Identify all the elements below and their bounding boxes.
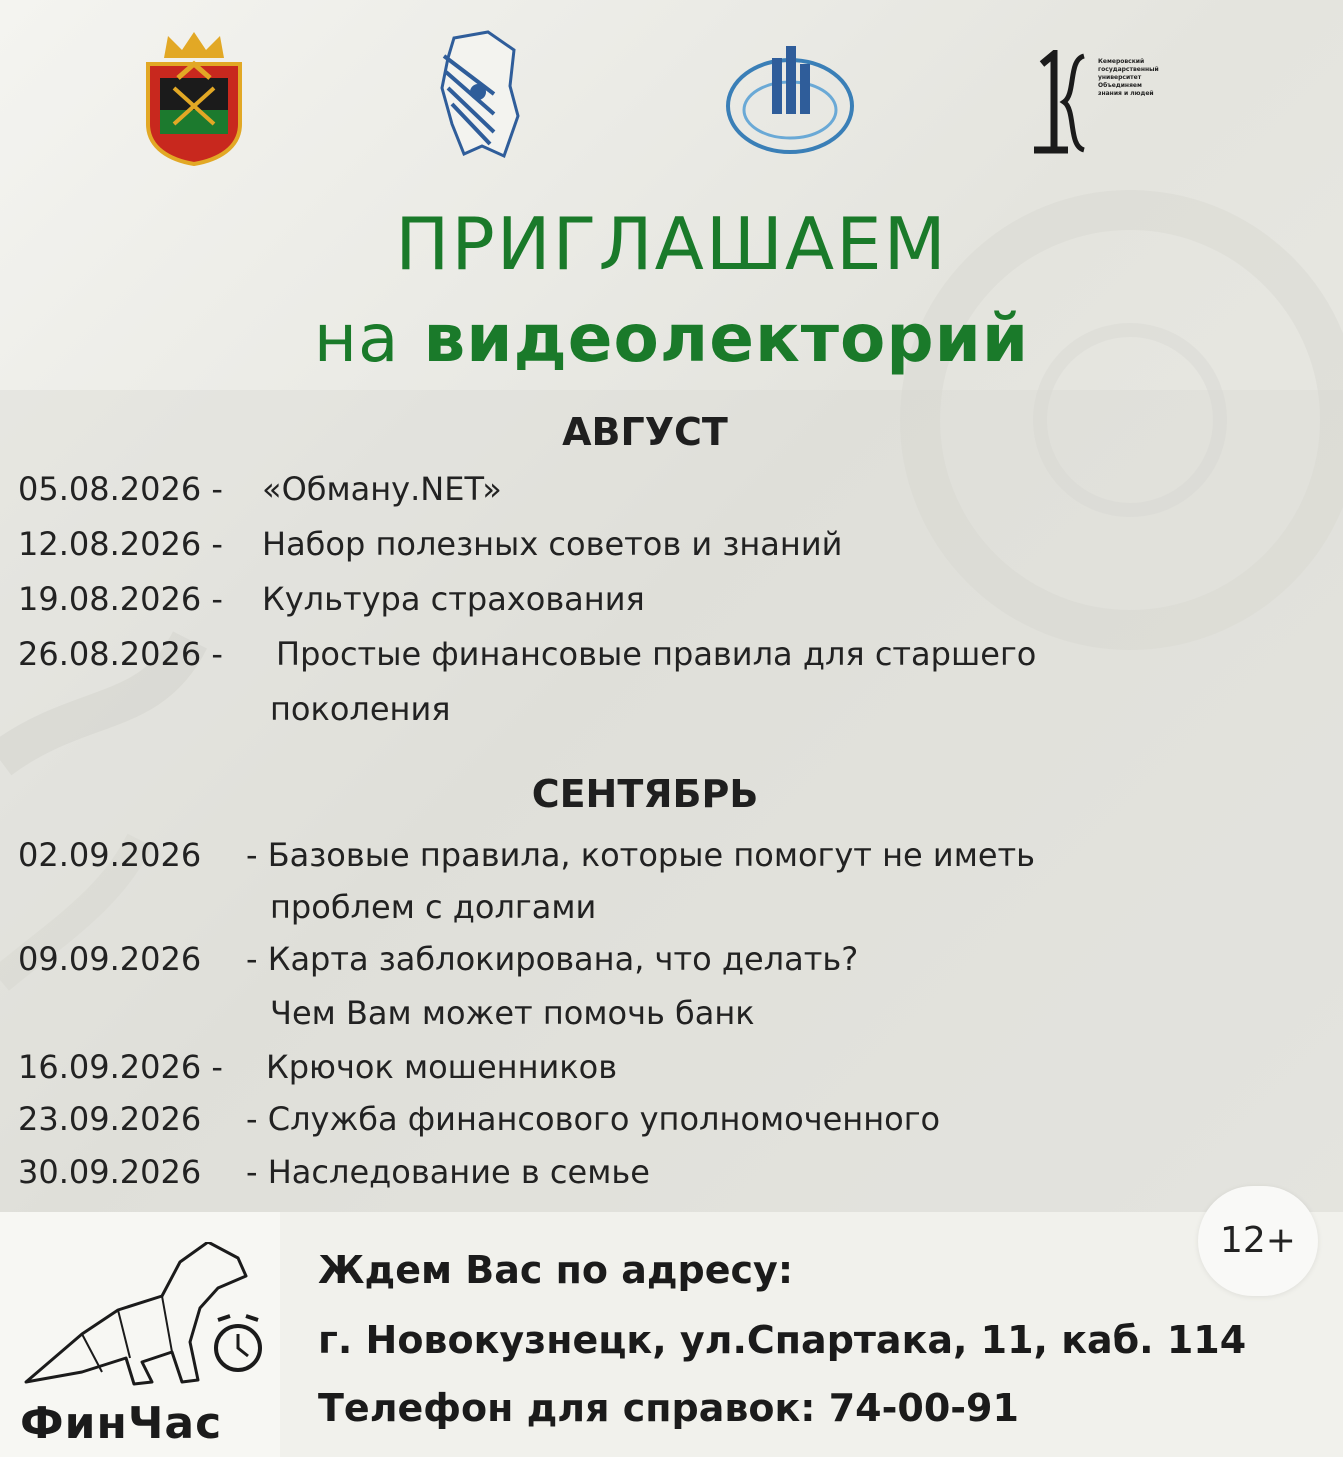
event-date: 30.09.2026 xyxy=(18,1153,202,1191)
partner-logos xyxy=(0,0,1343,200)
event-title-continued: поколения xyxy=(270,690,451,728)
finchas-dinosaur-clock-icon xyxy=(22,1242,274,1392)
event-date: 16.09.2026 - xyxy=(18,1048,223,1086)
event-title: - Карта заблокирована, что делать? xyxy=(246,940,859,978)
kemsu-logo-icon xyxy=(1028,50,1090,156)
event-date: 09.09.2026 xyxy=(18,940,202,978)
event-date: 23.09.2026 xyxy=(18,1100,202,1138)
kuzbass-coat-of-arms-icon xyxy=(138,28,250,168)
event-date: 12.08.2026 - xyxy=(18,525,223,563)
bank-emblem-logo-icon xyxy=(718,38,860,162)
subtitle-prefix: на xyxy=(313,300,400,377)
month-heading-september: СЕНТЯБРЬ xyxy=(531,772,759,816)
event-title-continued: проблем с долгами xyxy=(270,888,597,926)
event-title: Культура страхования xyxy=(262,580,645,618)
address-text: г. Новокузнецк, ул.Спартака, 11, каб. 114 xyxy=(318,1318,1247,1362)
month-heading-august: АВГУСТ xyxy=(562,410,728,454)
address-heading: Ждем Вас по адресу: xyxy=(318,1248,794,1292)
finchas-brand: ФинЧас xyxy=(20,1398,223,1449)
event-title: - Наследование в семье xyxy=(246,1153,650,1191)
event-title: Крючок мошенников xyxy=(266,1048,618,1086)
event-date: 02.09.2026 xyxy=(18,836,202,874)
page-subtitle xyxy=(0,300,1343,377)
event-title: Простые финансовые правила для старшего xyxy=(276,635,1037,673)
event-date: 19.08.2026 - xyxy=(18,580,223,618)
event-date: 26.08.2026 - xyxy=(18,635,223,673)
event-title-continued: Чем Вам может помочь банк xyxy=(270,994,755,1032)
kuzbass-map-logo-icon xyxy=(434,28,524,160)
subtitle-text: видеолекторий xyxy=(423,300,1030,377)
event-date: 05.08.2026 - xyxy=(18,470,223,508)
kemsu-caption: Кемеровский государственный университет Объединяем знания и людей xyxy=(1098,58,1159,97)
event-title: Набор полезных советов и знаний xyxy=(262,525,843,563)
phone-text: Телефон для справок: 74-00-91 xyxy=(318,1386,1019,1430)
event-title: «Обману.NET» xyxy=(262,470,502,508)
event-title: - Базовые правила, которые помогут не иметь xyxy=(246,836,1036,874)
page-title: ПРИГЛАШАЕМ xyxy=(395,202,948,286)
event-title: - Служба финансового уполномоченного xyxy=(246,1100,941,1138)
age-rating-badge: 12+ xyxy=(1198,1186,1318,1296)
